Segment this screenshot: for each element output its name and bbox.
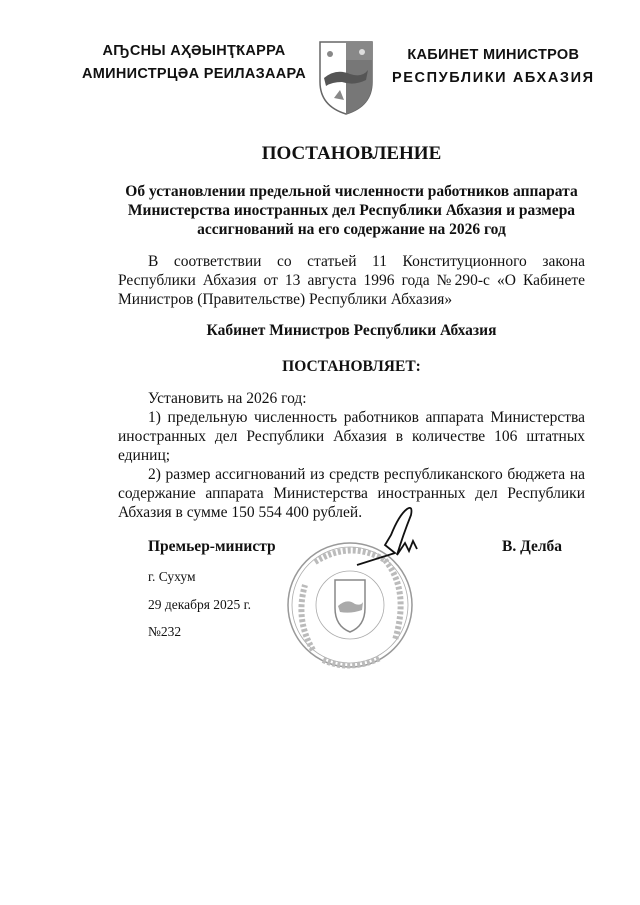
decree-item: 2) размер ассигнований из средств республиканского бюджета на содержание аппарата Министерства иностранных дел Республики Абхазия в сумме 150 554 400 рублей. (118, 466, 585, 521)
decree-item: 1) предельную численность работников аппарата Министерства иностранных дел Республики Абхазия в количестве 106 штатных единиц; (118, 409, 585, 464)
handwritten-signature (355, 505, 435, 575)
header-right-line2: РЕСПУБЛИКИ АБХАЗИЯ (392, 70, 595, 86)
decree-intro: Установить на 2026 год: (148, 390, 307, 407)
header-right (392, 44, 595, 90)
header-right-line1: КАБИНЕТ МИНИСТРОВ (407, 47, 580, 63)
subtitle-line: Об установлении предельной численности работников аппарата (125, 183, 578, 200)
decree-body (118, 389, 585, 522)
signatory-position: Премьер-министр (148, 538, 276, 555)
preamble: В соответствии со статьей 11 Конституционного закона Республики Абхазия от 13 августа 1996 года №290-с «О Кабинете Министров (Правительстве) Республики Абхазия» (118, 253, 585, 308)
document-number: №232 (148, 624, 182, 639)
document-date: 29 декабря 2025 г. (148, 597, 252, 612)
subtitle-line: ассигнований на его содержание на 2026 год (197, 221, 506, 238)
document-title: ПОСТАНОВЛЕНИЕ (261, 143, 442, 164)
header-left-line2: АМИНИСТРЦӘА РЕИЛАЗААРА (82, 66, 307, 82)
signatory-name: В. Делба (502, 538, 563, 555)
coat-of-arms-emblem (316, 38, 376, 116)
cabinet-heading: Кабинет Министров Республики Абхазия (206, 322, 497, 339)
document-city: г. Сухум (148, 569, 196, 584)
subtitle-line: Министерства иностранных дел Республики Абхазия и размера (127, 202, 576, 219)
header-left-line1: АҦСНЫ АҲӘЫНҬҞАРРА (102, 43, 286, 59)
decree-heading: ПОСТАНОВЛЯЕТ: (282, 358, 421, 375)
document-subtitle (118, 182, 585, 239)
header-left (82, 40, 306, 86)
